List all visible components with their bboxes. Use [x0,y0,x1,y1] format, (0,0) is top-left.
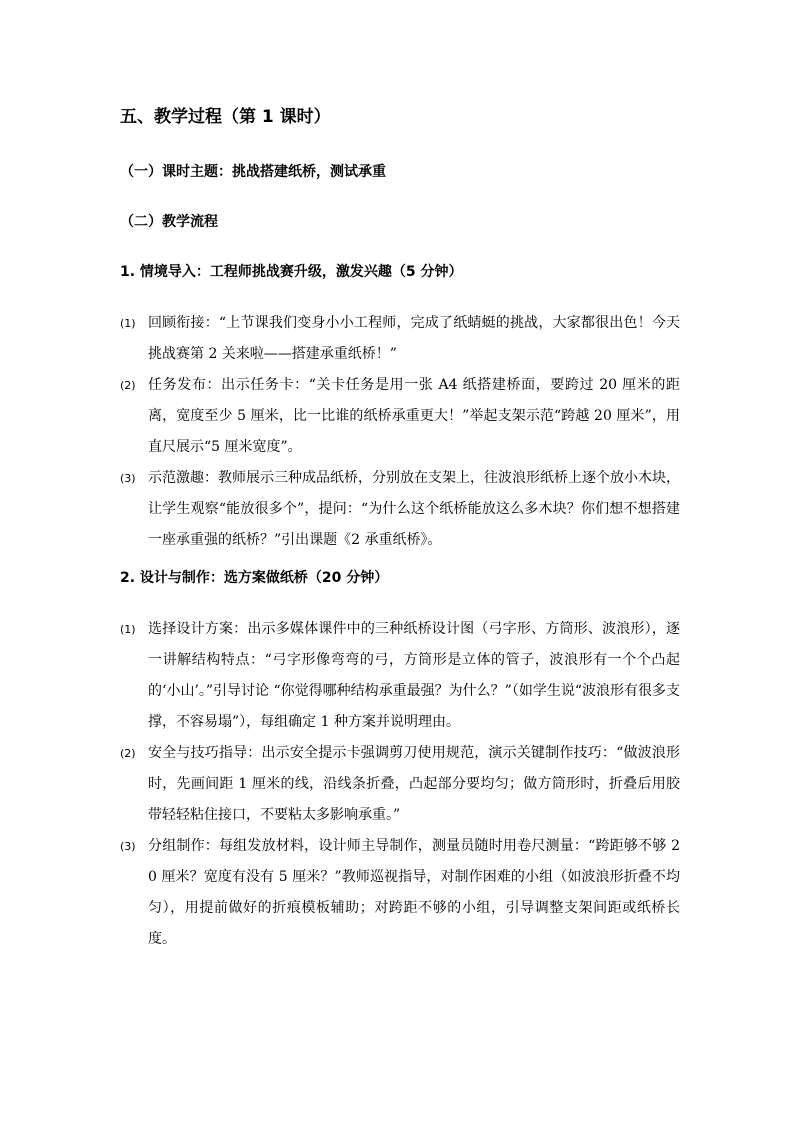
lesson-topic: （一）课时主题：挑战搭建纸桥，测试承重 [120,164,386,180]
list-item [120,463,680,556]
item-number: (3) [120,472,136,485]
item-text: 安全与技巧指导：出示安全提示卡强调剪刀使用规范，演示关键制作技巧：“做波浪形时，先画间距 1 厘米的线，沿线条折叠，凸起部分要均匀；做方筒形时，折叠后用胶带轻轻粘住接口，不要粘太多影响承重。” [148,745,680,823]
teaching-process-heading: （二）教学流程 [120,214,218,230]
item-text: 分组制作：每组发放材料，设计师主导制作，测量员随时用卷尺测量：“跨距够不够 20 厘米？宽度有没有 5 厘米？”教师巡视指导，对制作困难的小组（如波浪形折叠不均匀），用提前做好的折痕模板辅助；对跨距不够的小组，引导调整支架间距或纸桥长度。 [148,838,680,947]
item-text: 示范激趣：教师展示三种成品纸桥，分别放在支架上，往波浪形纸桥上逐个放小木块，让学生观察“能放很多个”，提问：“为什么这个纸桥能放这么多木块？你们想不想搭建一座承重强的纸桥？”引出课题《2 承重纸桥》。 [148,470,680,548]
list-item [120,308,680,370]
list-item [120,738,680,831]
item-text: 回顾衔接：“上节课我们变身小小工程师，完成了纸蜻蜓的挑战，大家都很出色！今天挑战赛第 2 关来啦——搭建承重纸桥！” [148,315,680,362]
section-spacer [120,556,680,566]
list-item [120,831,680,955]
item-number: (2) [120,379,136,392]
list-item [120,370,680,463]
item-number: (1) [120,623,136,636]
item-number: (2) [120,747,136,760]
section-1 [120,260,680,556]
list-item [120,614,680,738]
section-2 [120,566,680,955]
document-content [120,102,680,955]
item-text: 选择设计方案：出示多媒体课件中的三种纸桥设计图（弓字形、方筒形、波浪形），逐一讲解结构特点：“弓字形像弯弯的弓，方筒形是立体的管子，波浪形有一个个凸起的‘小山’。”引导讨论 “你觉得哪种结构承重最强？为什么？”（如学生说“波浪形有很多支撑，不容易塌”），每组确定 1 种方案并说明理由。 [148,621,680,730]
section-heading: 2. 设计与制作：选方案做纸桥（20 分钟） [120,570,389,586]
page-title: 五、教学过程（第 1 课时） [120,107,331,127]
item-number: (1) [120,317,136,330]
item-text: 任务发布：出示任务卡：“关卡任务是用一张 A4 纸搭建桥面，要跨过 20 厘米的距离，宽度至少 5 厘米，比一比谁的纸桥承重更大！”举起支架示范“跨越 20 厘米”，用直尺展示“5 厘米宽度”。 [148,377,680,455]
section-heading: 1. 情境导入：工程师挑战赛升级，激发兴趣（5 分钟） [120,264,463,280]
item-number: (3) [120,840,136,853]
